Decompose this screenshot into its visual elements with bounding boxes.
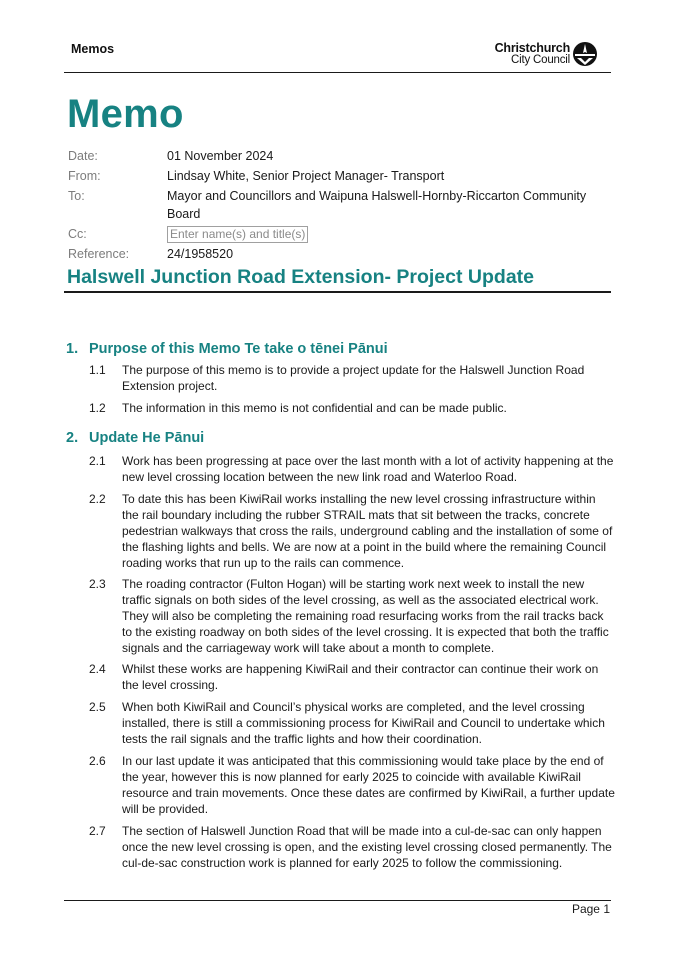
from-label: From: — [68, 169, 101, 183]
paragraph-number: 2.3 — [89, 577, 106, 591]
reference-value: 24/1958520 — [167, 247, 234, 261]
paragraph-number: 1.1 — [89, 363, 106, 377]
memo-heading: Memo — [67, 92, 184, 136]
paragraph-number: 2.2 — [89, 492, 106, 506]
paragraph — [89, 753, 615, 817]
paragraph-text: The section of Halswell Junction Road that will be made into a cul-de-sac can only happen once the new level crossing is open, and the existing level crossing closed permanently. The cul-de-sac construction work is planned for early 2025 to follow the commissioning. — [122, 824, 612, 870]
reference-label: Reference: — [68, 247, 130, 261]
paragraph — [89, 699, 615, 747]
paragraph-text: To date this has been KiwiRail works installing the new level crossing infrastructure within the rail boundary including the rubber STRAIL mats that sit between the tracks, concrete pedestrian walkways that cross the rails, underground cabling and the installation of some of the flashing lights and bells. We are now at a point in the build where the remaining Council roading works that run up to the rails can commence. — [122, 492, 613, 570]
paragraph-number: 2.5 — [89, 700, 106, 714]
paragraph — [89, 661, 615, 693]
title-rule — [64, 291, 611, 293]
section-number: 1. — [66, 341, 79, 357]
section-heading — [66, 430, 204, 446]
logo-line-2: City Council — [511, 54, 570, 66]
section-title: Update He Pānui — [89, 430, 205, 446]
page-number: Page 1 — [571, 902, 610, 916]
section-title: Purpose of this Memo Te take o tēnei Pānui — [89, 341, 388, 357]
cc-name-field[interactable]: Enter name(s) and title(s) — [167, 226, 308, 243]
paragraph-number: 2.6 — [89, 754, 106, 768]
paragraph-text: Whilst these works are happening KiwiRail and their contractor can continue their work on the level crossing. — [122, 662, 599, 692]
document-type-label: Memos — [71, 42, 115, 56]
christchurch-city-council-logo-icon — [572, 41, 598, 67]
paragraph-number: 1.2 — [89, 401, 106, 415]
paragraph-number: 2.7 — [89, 824, 106, 838]
document-title: Halswell Junction Road Extension- Project Update — [67, 266, 535, 288]
paragraph-text: The roading contractor (Fulton Hogan) will be starting work next week to install the new traffic signals on both sides of the level crossing, as well as the associated electrical work. They will also be completing the remaining road resurfacing works from the rail tracks back to the existing roadway on both sides of the level crossing. It is expected that both the traffic signals and the carriageway work will take about a month to complete. — [122, 577, 609, 655]
to-label: To: — [68, 189, 85, 203]
section-heading — [66, 341, 388, 357]
date-value: 01 November 2024 — [167, 149, 274, 163]
date-label: Date: — [68, 149, 98, 163]
paragraph-text: Work has been progressing at pace over the last month with a lot of activity happening at the new level crossing location between the new link road and Waterloo Road. — [122, 454, 614, 484]
paragraph-text: In our last update it was anticipated that this commissioning would take place by the end of the year, however this is now planned for early 2025 to coincide with available KiwiRail resource and train movements. Once these dates are confirmed by KiwiRail, a further update will be provided. — [122, 754, 615, 816]
paragraph — [89, 400, 615, 416]
from-value: Lindsay White, Senior Project Manager- Transport — [167, 169, 445, 183]
paragraph — [89, 491, 615, 571]
header-rule — [64, 72, 611, 73]
footer-rule — [64, 900, 611, 901]
section-number: 2. — [66, 430, 79, 446]
paragraph-number: 2.4 — [89, 662, 106, 676]
paragraph — [89, 823, 615, 871]
council-logo — [494, 40, 602, 68]
paragraph-number: 2.1 — [89, 454, 106, 468]
paragraph-text: When both KiwiRail and Council’s physical works are completed, and the level crossing installed, there is still a commissioning process for KiwiRail and Council to undertake which tests the rail signals and the traffic lights and how their coordination. — [122, 700, 605, 746]
to-value: Mayor and Councillors and Waipuna Halswell-Hornby-Riccarton Community Board — [167, 189, 587, 221]
cc-label: Cc: — [68, 227, 87, 241]
paragraph — [89, 453, 615, 485]
paragraph-text: The information in this memo is not confidential and can be made public. — [122, 401, 507, 415]
logo-line-1: Christchurch — [494, 41, 570, 55]
paragraph — [89, 576, 615, 656]
paragraph-text: The purpose of this memo is to provide a project update for the Halswell Junction Road Extension project. — [122, 363, 585, 393]
paragraph — [89, 362, 615, 394]
